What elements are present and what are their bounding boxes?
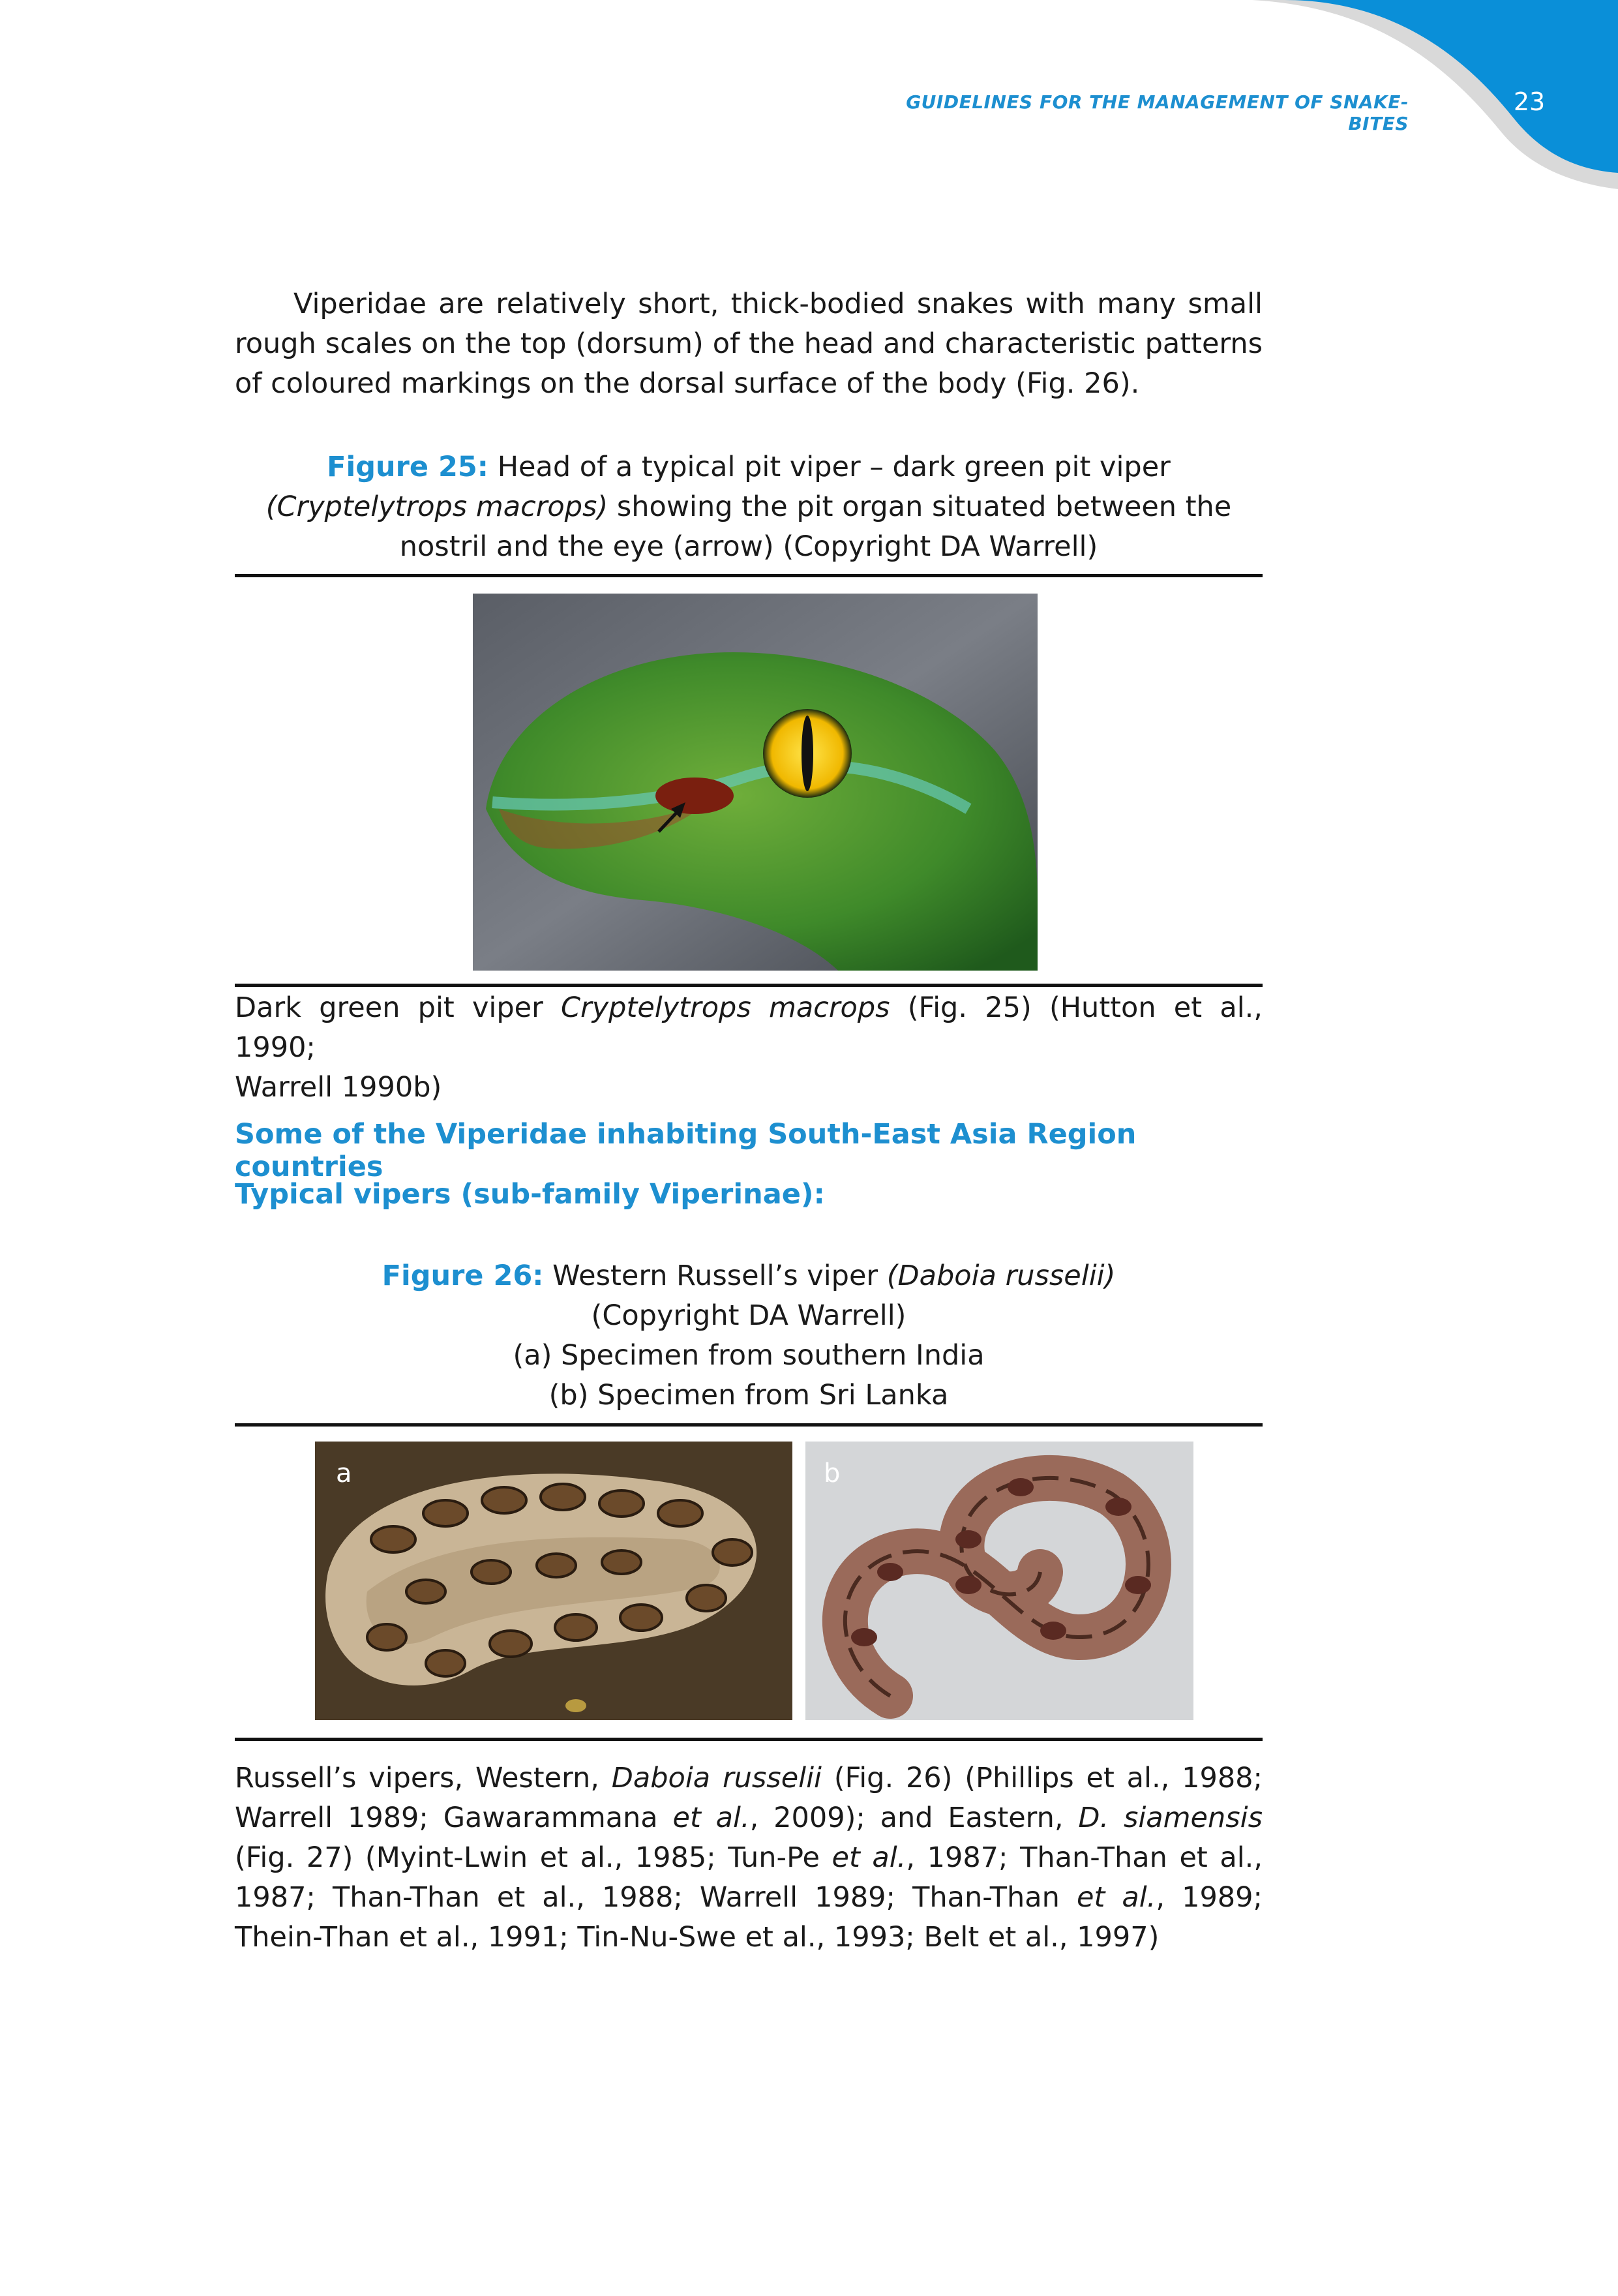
caption-25-species: Cryptelytrops macrops bbox=[561, 991, 890, 1024]
figure-25-title bbox=[235, 447, 1263, 567]
figure-26-title bbox=[235, 1256, 1263, 1415]
caption-26-italic-4: et al. bbox=[831, 1841, 906, 1874]
figure-25-label: Figure 25: bbox=[327, 451, 489, 483]
figure-26-line4: (b) Specimen from Sri Lanka bbox=[548, 1379, 949, 1412]
photo-b-tag: b bbox=[824, 1458, 841, 1488]
figure-26-bottom-rule bbox=[235, 1738, 1263, 1741]
figure-26-label: Figure 26: bbox=[382, 1260, 544, 1292]
caption-26-text-5: , 1987; Than-Than et al., 1987; Than-Than et al., 1988; Warrell 1989; Than-Than bbox=[235, 1841, 1263, 1914]
caption-26-text-4: (Fig. 27) (Myint-Lwin et al., 1985; Tun-Pe bbox=[235, 1841, 820, 1874]
page-number: 23 bbox=[1513, 87, 1546, 116]
figure-25-line1: Head of a typical pit viper – dark green pit viper bbox=[497, 451, 1171, 483]
caption-25-line2: Warrell 1990b) bbox=[235, 1071, 442, 1104]
figure-26-line1: Western Russell’s viper bbox=[552, 1260, 878, 1292]
caption-26-text-1: Russell’s vipers, Western, bbox=[235, 1762, 599, 1794]
caption-25-suffix: (Fig. 25) (Hutton et al., 1990; bbox=[235, 991, 1263, 1064]
caption-26-text-2: (Fig. 26) (Phillips et al., 1988; Warrell 1989; Gawarammana bbox=[235, 1762, 1263, 1834]
running-title: GUIDELINES FOR THE MANAGEMENT OF SNAKE-BITES bbox=[906, 91, 1409, 134]
figure-26-caption bbox=[235, 1759, 1263, 1957]
caption-26-italic-1: Daboia russelii bbox=[611, 1762, 822, 1794]
intro-paragraph: Viperidae are relatively short, thick-bodied snakes with many small rough scales on the top (dorsum) of the head and characteristic patterns of coloured markings on the dorsal surface of the body (Fig. 26). bbox=[235, 288, 1263, 400]
caption-26-italic-5: et al. bbox=[1077, 1881, 1156, 1914]
figure-26-line3: (a) Specimen from southern India bbox=[513, 1339, 985, 1372]
figure-25-line3: nostril and the eye (arrow) (Copyright DA Warrell) bbox=[399, 530, 1098, 563]
figure-26-species: (Daboia russelii) bbox=[886, 1260, 1116, 1292]
section-subheading: Typical vipers (sub-family Viperinae): bbox=[235, 1178, 825, 1211]
caption-25-prefix: Dark green pit viper bbox=[235, 991, 543, 1024]
pit-viper-photo bbox=[473, 594, 1038, 971]
russells-viper-photo-b bbox=[805, 1442, 1193, 1720]
figure-25-bottom-rule bbox=[235, 984, 1263, 987]
russells-viper-photo-a bbox=[315, 1442, 792, 1720]
figure-26-line2: (Copyright DA Warrell) bbox=[591, 1299, 906, 1332]
caption-26-text-6: , 1989; Thein-Than et al., 1991; Tin-Nu-Swe et al., 1993; Belt et al., 1997) bbox=[235, 1881, 1263, 1954]
caption-26-italic-3: D. siamensis bbox=[1078, 1802, 1263, 1834]
section-heading: Some of the Viperidae inhabiting South-East Asia Region countries bbox=[235, 1118, 1137, 1183]
caption-26-italic-2: et al. bbox=[672, 1802, 750, 1834]
figure-25-species: (Cryptelytrops macrops) bbox=[265, 491, 608, 523]
caption-26-text-3: , 2009); and Eastern, bbox=[749, 1802, 1064, 1834]
figure-25-caption bbox=[235, 988, 1263, 1108]
figure-25-line2: showing the pit organ situated between the bbox=[616, 491, 1232, 523]
figure-26-top-rule bbox=[235, 1423, 1263, 1427]
figure-25-top-rule bbox=[235, 574, 1263, 577]
photo-a-tag: a bbox=[336, 1458, 352, 1488]
